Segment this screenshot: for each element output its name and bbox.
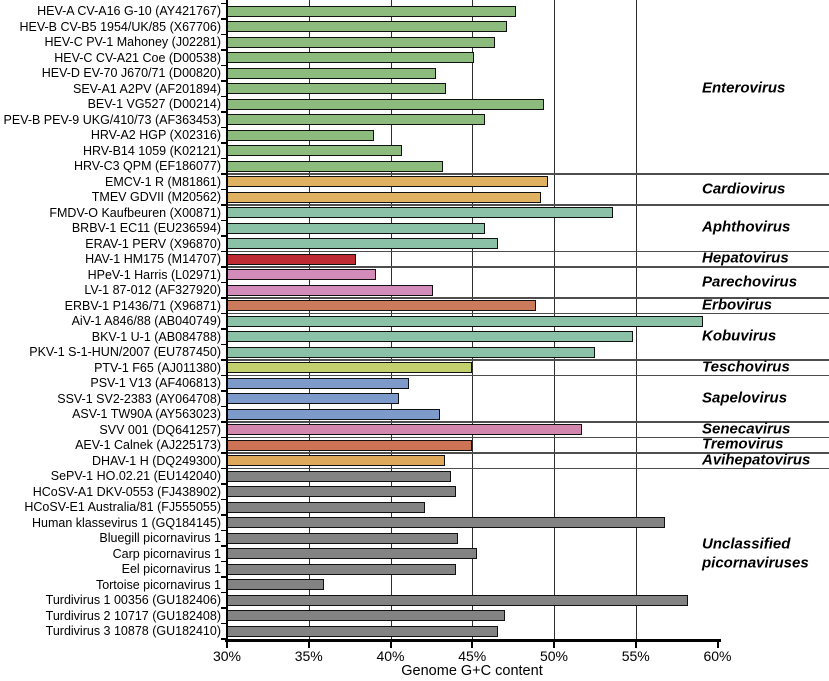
row-label: AEV-1 Calnek (AJ225173): [75, 438, 221, 453]
row-label: PKV-1 S-1-HUN/2007 (EU787450): [29, 345, 221, 360]
y-tick: [221, 592, 226, 594]
bar: [227, 68, 436, 79]
x-tick: [471, 642, 473, 648]
row-label: HRV-A2 HGP (X02316): [90, 128, 221, 143]
row-label: LV-1 87-012 (AF327920): [84, 283, 221, 298]
y-tick: [221, 468, 226, 470]
row-label: SEV-A1 A2PV (AF201894): [72, 81, 221, 96]
genus-label: Tremovirus: [702, 435, 784, 453]
bar: [227, 99, 544, 110]
genus-separator: [227, 204, 829, 206]
y-tick: [221, 623, 226, 625]
row-label: ASV-1 TW90A (AY563023): [72, 407, 221, 422]
genus-label: Avihepatovirus: [702, 451, 811, 469]
x-tick-label: 50%: [539, 648, 569, 664]
bar: [227, 37, 495, 48]
y-tick: [221, 235, 226, 237]
y-tick: [221, 34, 226, 36]
row-label: AiV-1 A846/88 (AB040749): [71, 314, 221, 329]
row-label: BRBV-1 EC11 (EU236594): [71, 221, 221, 236]
genus-label: Sapelovirus: [702, 389, 788, 407]
y-tick: [221, 173, 226, 175]
row-label: TMEV GDVII (M20562): [91, 190, 221, 205]
row-label: Bluegill picornavirus 1: [99, 531, 221, 546]
genus-label: Erbovirus: [702, 296, 773, 314]
row-label: Eel picornavirus 1: [121, 562, 221, 577]
y-tick: [221, 344, 226, 346]
row-label: HAV-1 HM175 (M14707): [85, 252, 221, 267]
bar: [227, 517, 665, 528]
x-tick: [717, 642, 719, 648]
row-label: HCoSV-A1 DKV-0553 (FJ438902): [32, 484, 221, 499]
bar: [227, 145, 402, 156]
bar: [227, 300, 536, 311]
y-tick: [221, 390, 226, 392]
row-label: DHAV-1 H (DQ249300): [92, 453, 221, 468]
y-tick: [221, 545, 226, 547]
y-tick: [221, 437, 226, 439]
y-tick: [221, 452, 226, 454]
bar: [227, 409, 440, 420]
bar: [227, 455, 445, 466]
row-label: Tortoise picornavirus 1: [95, 577, 221, 592]
bar: [227, 610, 505, 621]
row-label: HPeV-1 Harris (L02971): [87, 267, 221, 282]
row-label: SSV-1 SV2-2383 (AY064708): [57, 391, 221, 406]
bar: [227, 207, 613, 218]
bar: [227, 223, 485, 234]
x-tick: [308, 642, 310, 648]
genus-label: Hepatovirus: [702, 249, 789, 267]
row-label: HEV-B CV-B5 1954/UK/85 (X67706): [19, 19, 221, 34]
bar: [227, 238, 498, 249]
row-label: HRV-C3 QPM (EF186077): [73, 159, 221, 174]
x-tick-label: 45%: [458, 648, 487, 664]
y-tick: [221, 282, 226, 284]
bar: [227, 362, 472, 373]
row-label: PSV-1 V13 (AF406813): [90, 376, 221, 391]
genus-label: Enterovirus: [702, 79, 786, 97]
bar: [227, 626, 498, 637]
genus-label: Senecavirus: [702, 420, 791, 438]
y-tick: [221, 80, 226, 82]
y-tick: [221, 111, 226, 113]
bar: [227, 114, 485, 125]
bar: [227, 161, 443, 172]
x-tick: [390, 642, 392, 648]
bar: [227, 347, 595, 358]
x-tick-label: 60%: [703, 648, 732, 664]
y-tick: [221, 561, 226, 563]
bar: [227, 579, 324, 590]
bar: [227, 393, 399, 404]
genus-label: Unclassified picornaviruses: [702, 535, 809, 571]
genus-label: Teschovirus: [702, 358, 790, 376]
row-label: FMDV-O Kaufbeuren (X00871): [49, 205, 221, 220]
bar: [227, 331, 633, 342]
row-label: ERBV-1 P1436/71 (X96871): [64, 298, 221, 313]
bar: [227, 21, 507, 32]
row-label: HEV-C CV-A21 Coe (D00538): [54, 50, 221, 65]
bar: [227, 83, 446, 94]
y-axis-line: [226, 0, 228, 640]
row-label: BKV-1 U-1 (AB084788): [91, 329, 221, 344]
bar: [227, 378, 409, 389]
y-tick: [221, 204, 226, 206]
bar: [227, 6, 516, 17]
y-tick: [221, 49, 226, 51]
row-label: SePV-1 HO.02.21 (EU142040): [50, 469, 221, 484]
row-label: HEV-D EV-70 J670/71 (D00820): [41, 66, 221, 81]
y-tick: [221, 3, 226, 5]
y-tick: [221, 189, 226, 191]
bar: [227, 440, 472, 451]
x-tick: [226, 642, 228, 648]
y-tick: [221, 142, 226, 144]
row-label: Turdivirus 1 00356 (GU182406): [45, 593, 221, 608]
bar: [227, 254, 356, 265]
x-tick: [635, 642, 637, 648]
bar: [227, 130, 374, 141]
y-tick: [221, 421, 226, 423]
y-tick: [221, 127, 226, 129]
row-label: PTV-1 F65 (AJ011380): [94, 360, 221, 375]
bar: [227, 192, 541, 203]
bar: [227, 564, 456, 575]
x-tick-label: 40%: [376, 648, 405, 664]
y-tick: [221, 18, 226, 20]
row-label: Turdivirus 2 10717 (GU182408): [45, 608, 221, 623]
y-tick: [221, 607, 226, 609]
y-tick: [221, 514, 226, 516]
y-tick: [221, 158, 226, 160]
row-label: HEV-A CV-A16 G-10 (AY421767): [37, 4, 221, 19]
genus-label: Parechovirus: [702, 273, 798, 291]
genus-separator: [227, 173, 829, 175]
y-tick: [221, 483, 226, 485]
bar: [227, 424, 582, 435]
x-tick-label: 55%: [621, 648, 650, 664]
genus-label: Cardiovirus: [702, 180, 786, 198]
row-label: HCoSV-E1 Australia/81 (FJ555055): [24, 500, 221, 515]
bar: [227, 533, 458, 544]
row-label: HEV-C PV-1 Mahoney (J02281): [44, 35, 221, 50]
bar: [227, 316, 703, 327]
bar: [227, 486, 456, 497]
y-tick: [221, 96, 226, 98]
bar: [227, 176, 548, 187]
y-tick: [221, 406, 226, 408]
row-label: SVV 001 (DQ641257): [99, 422, 221, 437]
y-tick: [221, 359, 226, 361]
row-label: PEV-B PEV-9 UKG/410/73 (AF363453): [3, 112, 221, 127]
y-tick: [221, 530, 226, 532]
y-tick: [221, 576, 226, 578]
bar: [227, 548, 477, 559]
bar: [227, 52, 474, 63]
x-tick: [553, 642, 555, 648]
row-label: ERAV-1 PERV (X96870): [85, 236, 221, 251]
bar: [227, 595, 688, 606]
y-tick: [221, 499, 226, 501]
row-label: EMCV-1 R (M81861): [104, 174, 221, 189]
row-label: Carp picornavirus 1: [112, 546, 221, 561]
y-tick: [221, 375, 226, 377]
bar: [227, 269, 376, 280]
row-label: HRV-B14 1059 (K02121): [82, 143, 221, 158]
x-axis-title: Genome G+C content: [401, 663, 543, 679]
x-tick-label: 35%: [294, 648, 323, 664]
row-label: BEV-1 VG527 (D00214): [87, 97, 221, 112]
y-tick: [221, 220, 226, 222]
row-label: Human klassevirus 1 (GQ184145): [32, 515, 221, 530]
bar: [227, 502, 425, 513]
genus-label: Kobuvirus: [702, 327, 777, 345]
y-tick: [221, 313, 226, 315]
y-tick: [221, 328, 226, 330]
x-tick-label: 30%: [212, 648, 242, 664]
y-tick: [221, 65, 226, 67]
y-tick: [221, 297, 226, 299]
bar: [227, 285, 433, 296]
y-tick: [221, 266, 226, 268]
genus-label: Aphthovirus: [702, 218, 791, 236]
bar: [227, 471, 451, 482]
y-tick: [221, 251, 226, 253]
row-label: Turdivirus 3 10878 (GU182410): [45, 624, 221, 639]
